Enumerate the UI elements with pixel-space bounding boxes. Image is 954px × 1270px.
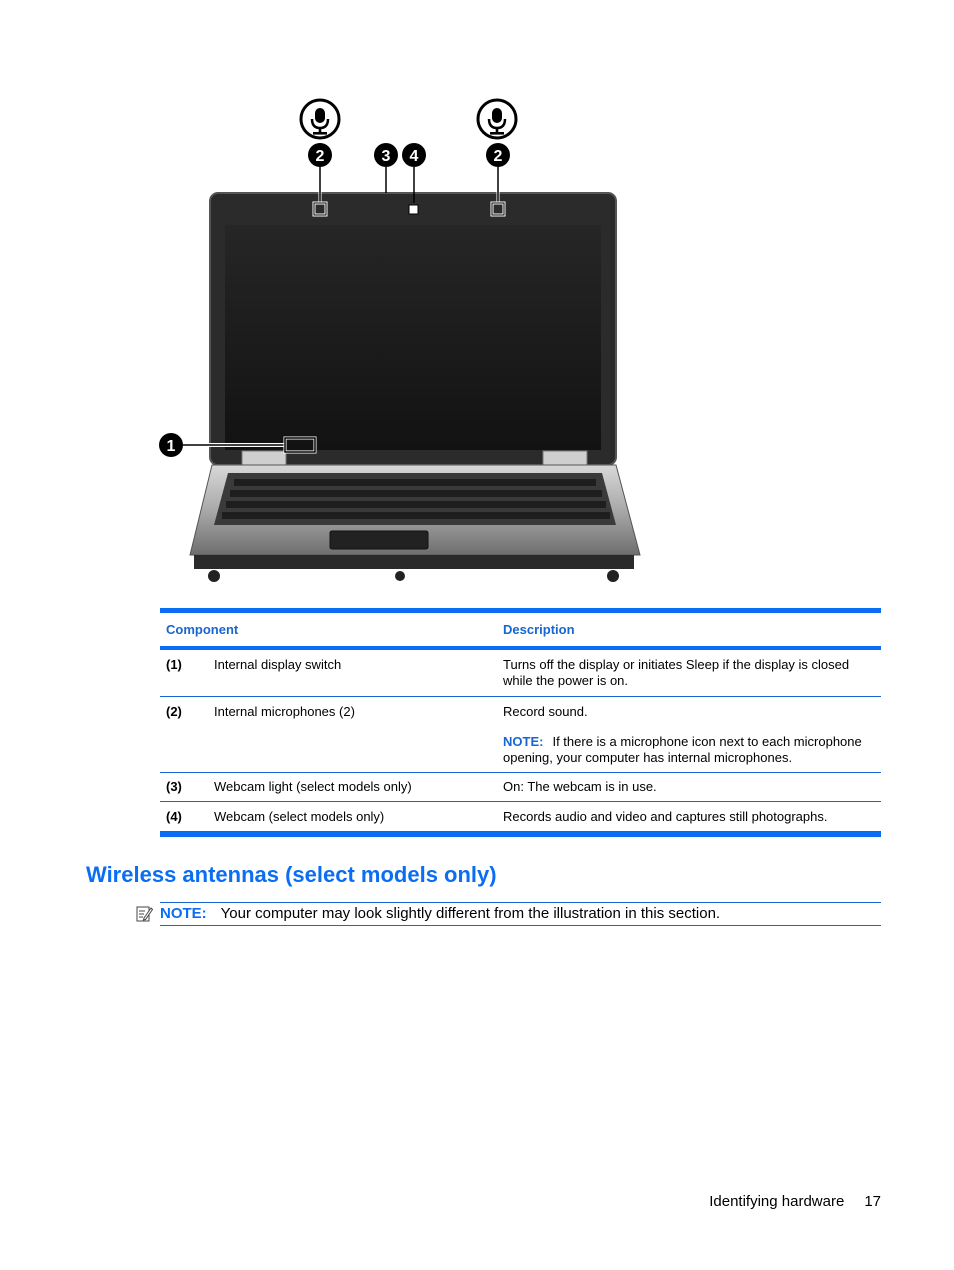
note-label: NOTE: bbox=[160, 905, 207, 922]
laptop-illustration bbox=[150, 95, 650, 590]
row-note bbox=[503, 734, 877, 766]
table-row bbox=[160, 697, 881, 773]
microphone-icon bbox=[478, 100, 516, 138]
description-text: Record sound. bbox=[503, 704, 588, 719]
microphone-icon bbox=[301, 100, 339, 138]
row-number: (2) bbox=[166, 704, 182, 719]
header-component: Component bbox=[166, 622, 239, 637]
row-name: Internal display switch bbox=[214, 657, 342, 672]
row-description bbox=[503, 704, 881, 766]
section-heading: Wireless antennas (select models only) bbox=[86, 862, 497, 887]
laptop-front-edge bbox=[194, 555, 634, 569]
table-row bbox=[160, 802, 881, 832]
row-name: Webcam light (select models only) bbox=[214, 779, 412, 794]
svg-text:2: 2 bbox=[315, 148, 325, 165]
table-header bbox=[160, 613, 881, 646]
hinge-left bbox=[242, 451, 286, 465]
svg-text:2: 2 bbox=[493, 148, 503, 165]
footer-title: Identifying hardware bbox=[709, 1193, 845, 1210]
row-number: (1) bbox=[166, 657, 182, 672]
header-description: Description bbox=[503, 622, 575, 637]
touchpad bbox=[330, 531, 428, 549]
display-screen bbox=[225, 225, 601, 450]
table-row bbox=[160, 773, 881, 802]
page-footer bbox=[709, 1193, 881, 1210]
svg-text:3: 3 bbox=[381, 148, 391, 165]
note-label: NOTE: bbox=[503, 734, 544, 749]
component-table bbox=[160, 608, 881, 837]
row-name: Webcam (select models only) bbox=[214, 809, 385, 824]
row-number: (3) bbox=[166, 779, 182, 794]
table-row bbox=[160, 650, 881, 697]
row-description: Records audio and video and captures still photographs. bbox=[503, 809, 828, 824]
page-number: 17 bbox=[864, 1193, 881, 1210]
note-text: Your computer may look slightly different from the illustration in this section. bbox=[220, 905, 721, 922]
svg-text:1: 1 bbox=[166, 438, 176, 455]
row-description: Turns off the display or initiates Sleep if the display is closed while the power is on. bbox=[503, 657, 850, 688]
note-text: If there is a microphone icon next to each microphone opening, your computer has internal microphones. bbox=[503, 734, 862, 765]
section-note bbox=[160, 902, 881, 926]
row-name: Internal microphones (2) bbox=[214, 704, 355, 719]
hinge-right bbox=[543, 451, 587, 465]
svg-text:4: 4 bbox=[409, 148, 419, 165]
row-number: (4) bbox=[166, 809, 182, 824]
row-description: On: The webcam is in use. bbox=[503, 779, 657, 794]
note-icon bbox=[136, 905, 153, 922]
